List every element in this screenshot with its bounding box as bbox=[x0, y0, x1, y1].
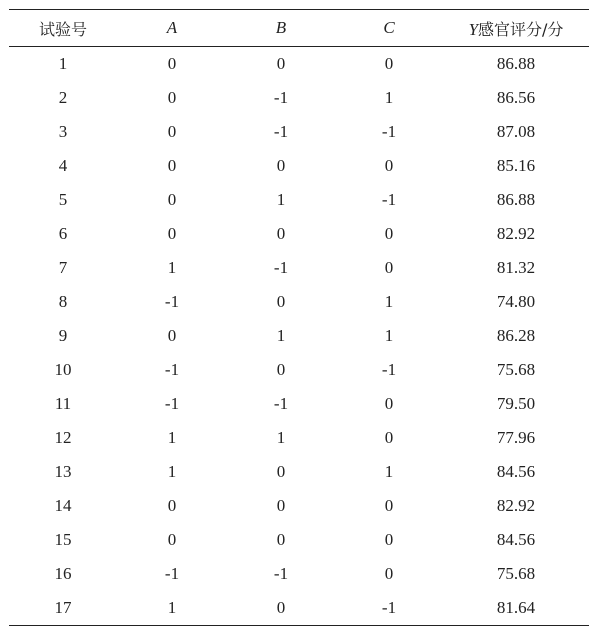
cell-b: 0 bbox=[276, 224, 286, 243]
cell-c: 0 bbox=[384, 564, 394, 583]
cell-a: 0 bbox=[167, 224, 177, 243]
cell-b: -1 bbox=[273, 88, 289, 107]
cell-score: 81.32 bbox=[496, 258, 536, 277]
header-trial-number: 试验号 bbox=[38, 19, 87, 39]
cell-b: 1 bbox=[276, 190, 286, 209]
header-factor-b: B bbox=[275, 18, 287, 37]
cell-trial: 15 bbox=[54, 530, 72, 549]
cell-b: 0 bbox=[276, 598, 286, 617]
cell-trial: 2 bbox=[58, 88, 68, 107]
table-row bbox=[9, 421, 589, 455]
cell-score: 86.28 bbox=[496, 326, 536, 345]
cell-c: -1 bbox=[381, 598, 397, 617]
cell-b: -1 bbox=[273, 122, 289, 141]
header-factor-c: C bbox=[383, 18, 395, 37]
table-row bbox=[9, 591, 589, 626]
cell-score: 84.56 bbox=[496, 462, 536, 481]
cell-c: 0 bbox=[384, 258, 394, 277]
cell-c: -1 bbox=[381, 360, 397, 379]
cell-trial: 9 bbox=[58, 326, 68, 345]
cell-trial: 13 bbox=[54, 462, 72, 481]
cell-score: 82.92 bbox=[496, 224, 536, 243]
cell-c: -1 bbox=[381, 190, 397, 209]
cell-score: 86.56 bbox=[496, 88, 536, 107]
table-row bbox=[9, 149, 589, 183]
cell-trial: 6 bbox=[58, 224, 68, 243]
cell-score: 86.88 bbox=[496, 190, 536, 209]
cell-a: 0 bbox=[167, 496, 177, 515]
cell-b: 0 bbox=[276, 496, 286, 515]
header-factor-a: A bbox=[166, 18, 178, 37]
table-row bbox=[9, 285, 589, 319]
header-y-variable: Y bbox=[468, 19, 479, 39]
cell-a: 1 bbox=[167, 258, 177, 277]
experiment-table bbox=[9, 9, 589, 626]
cell-b: -1 bbox=[273, 258, 289, 277]
table-row bbox=[9, 251, 589, 285]
cell-a: -1 bbox=[164, 360, 180, 379]
cell-trial: 12 bbox=[54, 428, 72, 447]
cell-trial: 7 bbox=[58, 258, 68, 277]
data-table-container bbox=[9, 9, 589, 626]
cell-b: -1 bbox=[273, 394, 289, 413]
table-row bbox=[9, 353, 589, 387]
cell-a: 0 bbox=[167, 54, 177, 73]
cell-a: 1 bbox=[167, 598, 177, 617]
header-y-label: 感官评分/分 bbox=[478, 19, 564, 39]
table-row bbox=[9, 81, 589, 115]
cell-c: 0 bbox=[384, 530, 394, 549]
cell-trial: 5 bbox=[58, 190, 68, 209]
cell-a: 0 bbox=[167, 156, 177, 175]
cell-b: 0 bbox=[276, 156, 286, 175]
cell-score: 75.68 bbox=[496, 360, 536, 379]
cell-trial: 10 bbox=[54, 360, 72, 379]
cell-c: 1 bbox=[384, 88, 394, 107]
cell-score: 75.68 bbox=[496, 564, 536, 583]
cell-score: 86.88 bbox=[496, 54, 536, 73]
cell-b: 1 bbox=[276, 326, 286, 345]
table-row bbox=[9, 387, 589, 421]
table-row bbox=[9, 115, 589, 149]
cell-b: 1 bbox=[276, 428, 286, 447]
cell-score: 84.56 bbox=[496, 530, 536, 549]
cell-c: 1 bbox=[384, 462, 394, 481]
cell-score: 82.92 bbox=[496, 496, 536, 515]
table-row bbox=[9, 217, 589, 251]
cell-trial: 4 bbox=[58, 156, 68, 175]
cell-b: 0 bbox=[276, 530, 286, 549]
cell-trial: 3 bbox=[58, 122, 68, 141]
cell-score: 87.08 bbox=[496, 122, 536, 141]
cell-score: 77.96 bbox=[496, 428, 536, 447]
cell-b: 0 bbox=[276, 292, 286, 311]
cell-c: 0 bbox=[384, 224, 394, 243]
cell-a: 1 bbox=[167, 462, 177, 481]
cell-a: -1 bbox=[164, 292, 180, 311]
cell-c: 0 bbox=[384, 394, 394, 413]
table-row bbox=[9, 523, 589, 557]
cell-a: 0 bbox=[167, 122, 177, 141]
cell-c: 0 bbox=[384, 156, 394, 175]
cell-b: -1 bbox=[273, 564, 289, 583]
cell-trial: 8 bbox=[58, 292, 68, 311]
cell-c: 1 bbox=[384, 326, 394, 345]
cell-trial: 1 bbox=[58, 54, 68, 73]
cell-score: 74.80 bbox=[496, 292, 536, 311]
cell-a: 0 bbox=[167, 530, 177, 549]
cell-c: 0 bbox=[384, 54, 394, 73]
table-row bbox=[9, 319, 589, 353]
header-sensory-score bbox=[443, 10, 589, 47]
cell-a: -1 bbox=[164, 394, 180, 413]
table-row bbox=[9, 47, 589, 82]
table-row bbox=[9, 557, 589, 591]
cell-a: -1 bbox=[164, 564, 180, 583]
table-body bbox=[9, 47, 589, 626]
header-row bbox=[9, 10, 589, 47]
table-row bbox=[9, 455, 589, 489]
table-row bbox=[9, 183, 589, 217]
cell-trial: 14 bbox=[54, 496, 72, 515]
cell-trial: 17 bbox=[54, 598, 72, 617]
table-header bbox=[9, 10, 589, 47]
cell-c: -1 bbox=[381, 122, 397, 141]
cell-c: 0 bbox=[384, 428, 394, 447]
cell-c: 0 bbox=[384, 496, 394, 515]
cell-a: 0 bbox=[167, 326, 177, 345]
cell-a: 1 bbox=[167, 428, 177, 447]
cell-score: 81.64 bbox=[496, 598, 536, 617]
cell-trial: 16 bbox=[54, 564, 72, 583]
cell-score: 85.16 bbox=[496, 156, 536, 175]
cell-a: 0 bbox=[167, 88, 177, 107]
cell-b: 0 bbox=[276, 360, 286, 379]
cell-score: 79.50 bbox=[496, 394, 536, 413]
cell-a: 0 bbox=[167, 190, 177, 209]
table-row bbox=[9, 489, 589, 523]
cell-b: 0 bbox=[276, 54, 286, 73]
cell-b: 0 bbox=[276, 462, 286, 481]
cell-trial: 11 bbox=[54, 394, 72, 413]
cell-c: 1 bbox=[384, 292, 394, 311]
